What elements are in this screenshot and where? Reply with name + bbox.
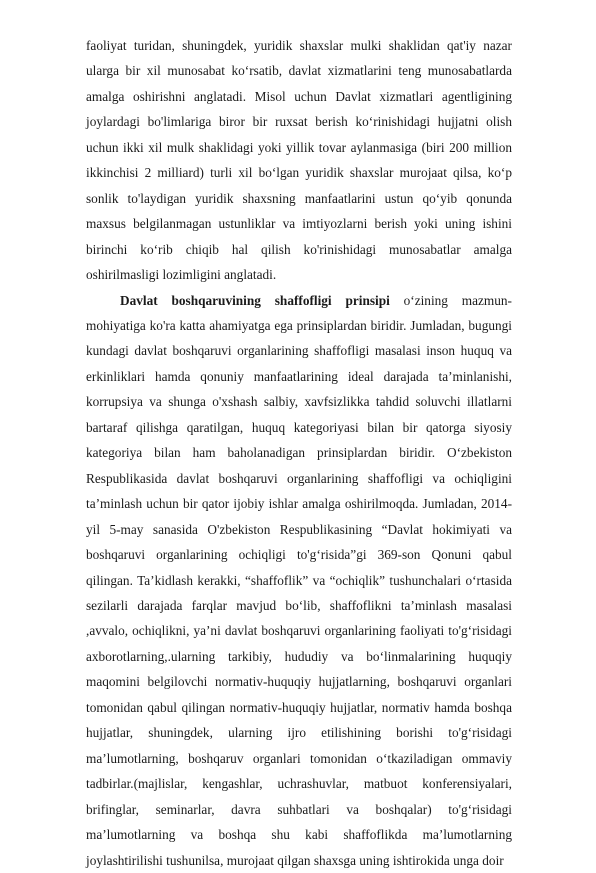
paragraph-2 — [86, 288, 512, 873]
paragraph-1-text: faoliyat turidan, shuningdek, yuridik shaxslar mulki shaklidan qat'iy nazar ularga bir xil munosabat ko‘rsatib, davlat xizmatlarini teng munosabatlarda amalga oshirishni anglatadi. Misol uchun Davlat xizmatlari agentligining joylardagi bo'limlariga biror bir ruxsat berish ko‘rinishidagi hujjatni olish uchun ikki xil mulk shaklidagi yoki yillik tovar aylanmasiga (biri 200 million ikkinchisi 2 milliard) turli xil bo‘lgan yuridik shaxslar murojaat qilsa, ko‘p sonlik to'laydigan yuridik shaxsning manfaatlarini ustun qo‘yib qonunda maxsus belgilanmagan ustunliklar va imtiyozlarni berish yoki uning ishini birinchi ko‘rib chiqib hal qilish ko'rinishidagi munosabatlar amalga oshirilmasligi lozimligini anglatadi. — [86, 38, 512, 283]
paragraph-2-text: o‘zining mazmun-mohiyatiga ko'ra katta ahamiyatga ega prinsiplardan biridir. Jumladan, bugungi kundagi davlat boshqaruvi organlarining shaffofligi masalasi inson huquq va erkinliklari hamda qonuniy manfaatlarining ideal darajada ta’minlanishi, korrupsiya va shunga o'xshash salbiy, xavfsizlikka tahdid soluvchi illatlarni bartaraf qilishga qaratilgan, huquq kategoriyasi bilan bir qatorga siyosiy kategoriya bilan ham baholanadigan prinsiplardan biridir. O‘zbekiston Respublikasida davlat boshqaruvi organlarining shaffofligi va ochiqligini ta’minlash uchun bir qator ijobiy ishlar amalga oshirilmoqda. Jumladan, 2014-yil 5-may sanasida O'zbekiston Respublikasining “Davlat hokimiyati va boshqaruvi organlarining ochiqligi to'g‘risida”gi 369-son Qonuni qabul qilingan. Ta’kidlash kerakki, “shaffoflik” va “ochiqlik” tushunchalari o‘rtasida sezilarli darajada farqlar mavjud bo‘lib, shaffoflikni ta’minlash masalasi ,avvalo, ochiqlikni, ya’ni davlat boshqaruvi organlarining faoliyati to'g‘risidagi axborotlarning,.ularning tarkibiy, hududiy va bo‘linmalarining huquqiy maqomini belgilovchi normativ-huquqiy hujjatlarning, boshqaruvi organlari tomonidan qabul qilingan normativ-huquqiy hujjatlar, normativ hamda boshqa hujjatlar, shuningdek, ularning ijro etilishining borishi to'g‘risidagi ma’lumotlarning, boshqaruv organlari tomonidan o‘tkaziladigan ommaviy tadbirlar.(majlislar, kengashlar, uchrashuvlar, matbuot konferensiyalari, brifinglar, seminarlar, davra suhbatlari va boshqalar) to'g‘risidagi ma’lumotlarning va boshqa shu kabi shaffoflikda ma’lumotlarning joylashtirilishi tushunilsa, murojaat qilgan shaxsga uning ishtirokida unga doir — [86, 292, 512, 868]
document-page — [86, 33, 512, 873]
paragraph-2-lead: Davlat boshqaruvining shaffofligi prinsipi — [120, 292, 390, 308]
paragraph-1 — [86, 33, 512, 288]
